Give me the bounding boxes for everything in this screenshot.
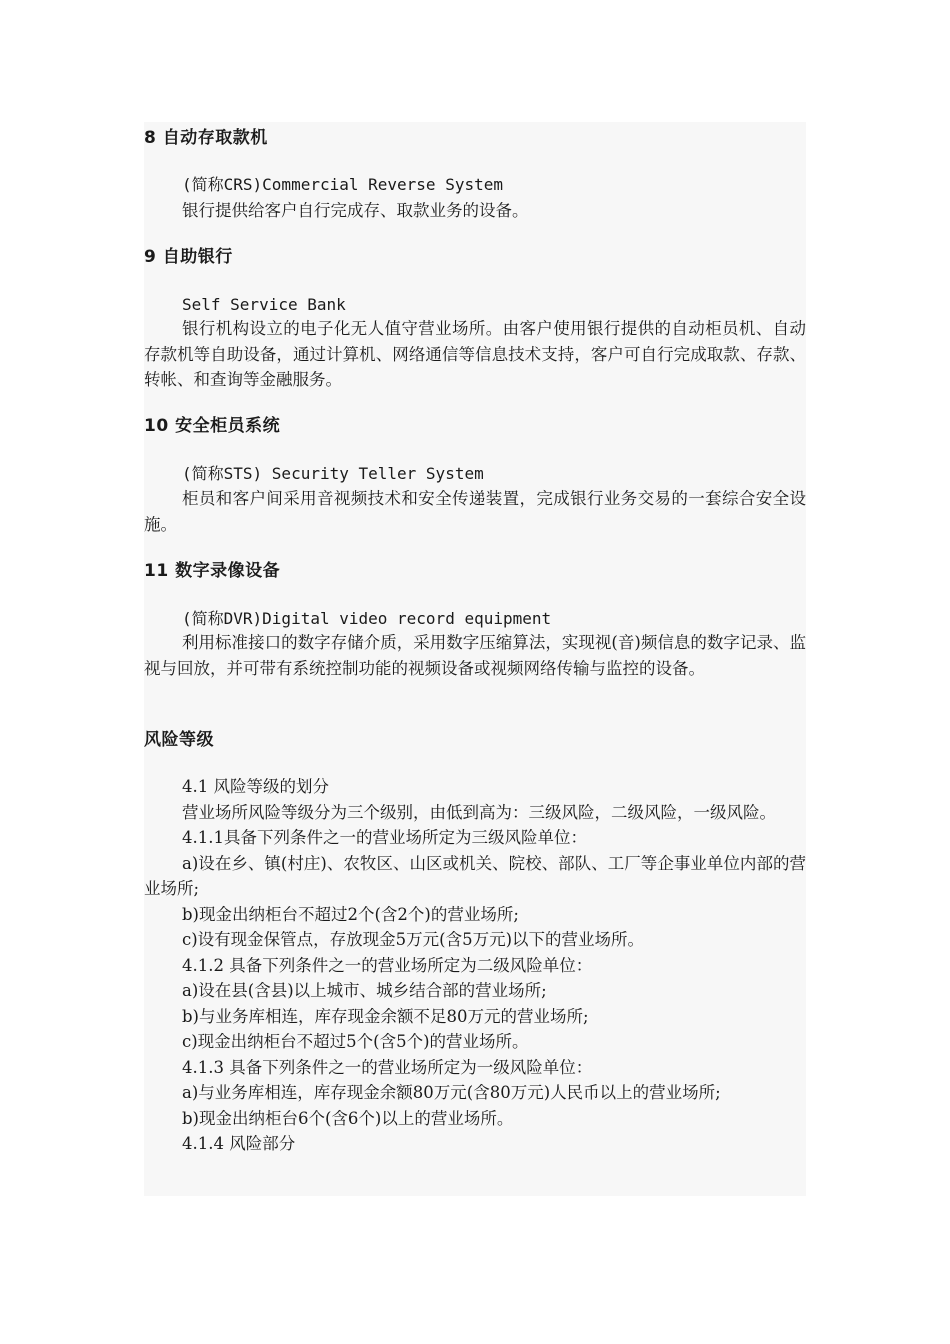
section-heading-11: 11 数字录像设备 — [144, 561, 281, 581]
risk-line: a)设在县(含县)以上城市、城乡结合部的营业场所; — [182, 981, 547, 1000]
section-definition-11: 利用标准接口的数字存储介质，采用数字压缩算法，实现视(音)频信息的数字记录、监视与回放，并可带有系统控制功能的视频设备或视频网络传输与监控的设备。 — [144, 633, 806, 678]
document-page — [144, 122, 806, 1196]
section-definition-9: 银行机构设立的电子化无人值守营业场所。由客户使用银行提供的自动柜员机、自动存款机等自助设备，通过计算机、网络通信等信息技术支持，客户可自行完成取款、存款、转帐、和查询等金融服务。 — [144, 319, 806, 389]
risk-line: b)与业务库相连，库存现金余额不足80万元的营业场所; — [182, 1006, 589, 1026]
section-term-9: Self Service Bank — [182, 295, 346, 314]
risk-heading: 风险等级 — [144, 730, 214, 750]
risk-line: 4.1.3 具备下列条件之一的营业场所定为一级风险单位： — [182, 1057, 593, 1077]
risk-line: 4.1 风险等级的划分 — [182, 777, 329, 796]
section-term-11: (简称DVR)Digital video record equipment — [182, 609, 552, 628]
risk-line: c)现金出纳柜台不超过5个(含5个)的营业场所。 — [182, 1032, 529, 1051]
section-term-8: (简称CRS)Commercial Reverse System — [182, 175, 503, 194]
risk-content — [144, 774, 806, 1157]
section-heading-10: 10 安全柜员系统 — [144, 416, 281, 436]
risk-line: a)设在乡、镇(村庄)、农牧区、山区或机关、院校、部队、工厂等企事业单位内部的营业场所; — [144, 853, 806, 898]
risk-line: c)设有现金保管点，存放现金5万元(含5万元)以下的营业场所。 — [182, 930, 645, 949]
risk-line: b)现金出纳柜台6个(含6个)以上的营业场所。 — [182, 1108, 514, 1128]
section-term-10: (简称STS) Security Teller System — [182, 464, 484, 483]
risk-line: 4.1.2 具备下列条件之一的营业场所定为二级风险单位： — [182, 955, 593, 975]
section-definition-10: 柜员和客户间采用音视频技术和安全传递装置，完成银行业务交易的一套综合安全设施。 — [144, 489, 806, 534]
section-heading-8: 8 自动存取款机 — [144, 128, 268, 148]
risk-line: b)现金出纳柜台不超过2个(含2个)的营业场所; — [182, 904, 519, 924]
risk-line: 4.1.1具备下列条件之一的营业场所定为三级风险单位： — [182, 828, 587, 847]
section-heading-9: 9 自助银行 — [144, 247, 233, 267]
section-definition-8: 银行提供给客户自行完成存、取款业务的设备。 — [182, 201, 529, 220]
risk-line: a)与业务库相连，库存现金余额80万元(含80万元)人民币以上的营业场所; — [182, 1083, 721, 1102]
risk-line: 营业场所风险等级分为三个级别，由低到高为：三级风险，二级风险，一级风险。 — [182, 802, 776, 822]
risk-line: 4.1.4 风险部分 — [182, 1134, 296, 1153]
